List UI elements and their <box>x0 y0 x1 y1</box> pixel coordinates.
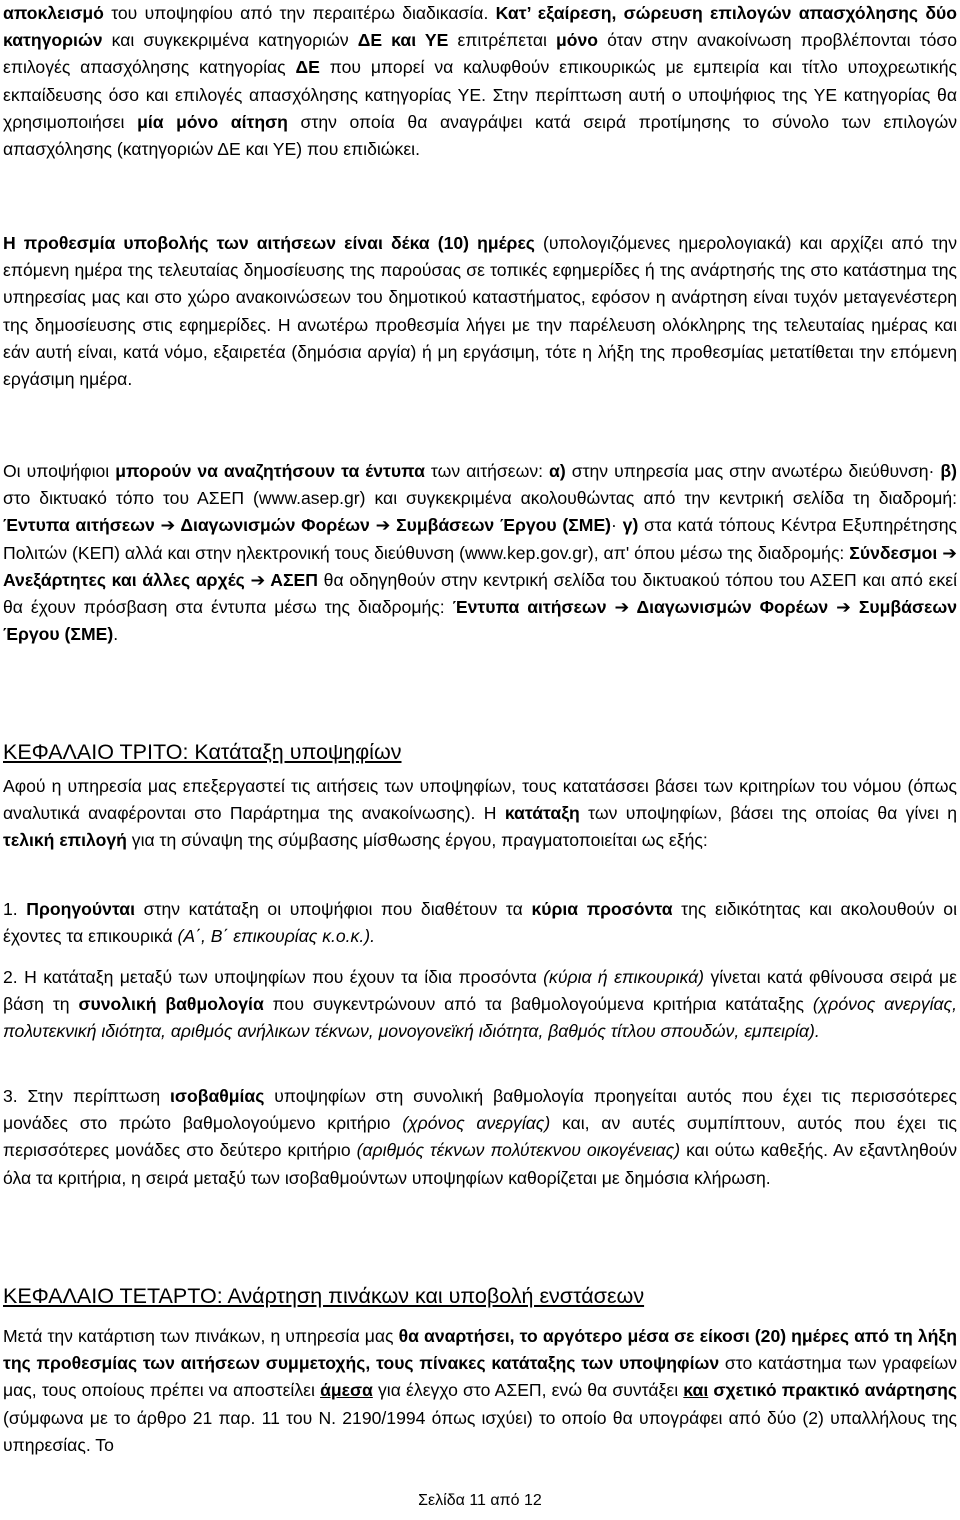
text-run: Κατ’ εξαίρεση, σώρευση επιλογών απασχόλησης δύο κατηγοριών <box>3 3 957 51</box>
paragraph-application-forms <box>3 458 957 648</box>
text-run: και <box>683 1380 709 1401</box>
text-run: Οι υποψήφιοι <box>3 461 116 481</box>
text-run: μπορούν να αναζητήσουν τα έντυπα <box>115 461 425 481</box>
text-run: κατάταξη <box>504 803 580 824</box>
chapter-three-heading: ΚΕΦΑΛΑΙΟ ΤΡΙΤΟ: Κατάταξη υποψηφίων <box>3 740 402 764</box>
text-run: (κύρια ή επικουρικά) <box>543 967 705 987</box>
text-run: (αριθμός τέκνων πολύτεκνου οικογένειας) <box>356 1140 681 1161</box>
text-run: Η προθεσμία υποβολής των αιτήσεων είναι δέκα (10) ημέρες <box>3 233 535 253</box>
text-run: συνολική βαθμολογία <box>78 994 264 1015</box>
text-run: όταν στην ανακοίνωση προβλέπονται τόσο επιλογές απασχόλησης κατηγορίας <box>3 30 957 78</box>
text-run: ισοβαθμίας <box>170 1086 265 1106</box>
chapter-four-heading: ΚΕΦΑΛΑΙΟ ΤΕΤΑΡΤΟ: Ανάρτηση πινάκων και υποβολή ενστάσεων <box>3 1284 645 1308</box>
text-run: για έλεγχο στο ΑΣΕΠ, ενώ θα συντάξει <box>372 1380 684 1401</box>
text-run: β) <box>940 461 957 481</box>
text-run: για τη σύναψη της σύμβασης μίσθωσης έργου, πραγματοποιείται ως εξής: <box>126 830 708 851</box>
paragraph-candidacy-restriction <box>3 0 957 163</box>
text-run: σχετικό πρακτικό ανάρτησης <box>713 1380 957 1401</box>
text-run: κύρια προσόντα <box>531 899 673 919</box>
text-run: · <box>611 515 623 536</box>
text-run: και, αν αυτές συμπίπτουν, αυτός που έχει τις περισσότερες μονάδες στο δεύτερο κριτήριο <box>3 1113 957 1161</box>
text-run: που συγκεντρώνουν από τα βαθμολογούμενα κριτήρια κατάταξης <box>263 994 813 1015</box>
text-run: άμεσα <box>320 1380 373 1401</box>
text-run: του υποψηφίου από την περαιτέρω διαδικασία. <box>103 3 496 23</box>
paragraph-tables-posting <box>3 1323 957 1459</box>
text-run: (χρόνος ανεργίας, πολυτεκνική ιδιότητα, αριθμός ανήλικων τέκνων, μονογονεϊκή ιδιότητα, βαθμός τίτλου σπουδών, εμπειρία). <box>3 994 957 1042</box>
paragraph-ranking-intro <box>3 773 957 855</box>
text-run: Προηγούνται <box>26 899 136 919</box>
text-run: Έντυπα αιτήσεων ➔ Διαγωνισμών Φορέων ➔ Συμβάσεων Έργου (ΣΜΕ) <box>3 515 612 536</box>
text-run: στην κατάταξη οι υποψήφιοι που διαθέτουν τα <box>135 899 532 919</box>
text-run: 2. Η κατάταξη μεταξύ των υποψηφίων που έχουν τα ίδια προσόντα <box>3 967 544 987</box>
text-run: των υποψηφίων, βάσει της οποίας θα γίνει η <box>579 803 957 824</box>
paragraph-ranking-rule-1 <box>3 896 957 950</box>
text-run: (Α΄, Β΄ επικουρίας κ.ο.κ.). <box>177 926 375 947</box>
text-run: στο δικτυακό τόπο του ΑΣΕΠ (www.asep.gr) και συγκεκριμένα ακολουθώντας από την κεντρική σελίδα τη διαδρομή: <box>3 488 957 509</box>
text-run: Σύνδεσμοι ➔ Ανεξάρτητες και άλλες αρχές ➔ ΑΣΕΠ <box>3 542 957 590</box>
text-run: 3. Στην περίπτωση <box>3 1086 171 1106</box>
text-run: υποψηφίων στη συνολική βαθμολογία προηγείται αυτός που έχει τις περισσότερες μονάδες στο πρώτο βαθμολογούμενο κριτήριο <box>3 1086 957 1134</box>
text-run: ΔΕ <box>295 57 320 78</box>
text-run: στην οποία θα αναγράψει κατά σειρά προτίμησης το σύνολο των επιλογών απασχόλησης (κατηγοριών ΔΕ και ΥΕ) που επιδιώκει. <box>3 111 957 160</box>
text-run: στα κατά τόπους Κέντρα Εξυπηρέτησης Πολιτών (ΚΕΠ) αλλά και στην ηλεκτρονική τους διεύθυνση (www.kep.gov.gr), απ' όπου μέσω της διαδρομής: <box>3 515 958 563</box>
text-run: επιτρέπεται <box>448 30 556 51</box>
paragraph-ranking-rule-3 <box>3 1083 957 1192</box>
text-run: θα οδηγηθούν στην κεντρική σελίδα του δικτυακού τόπου του ΑΣΕΠ και από εκεί θα έχουν πρόσβαση στα έντυπα μέσω της διαδρομής: <box>3 569 957 618</box>
text-run: α) <box>549 461 566 481</box>
paragraph-submission-deadline <box>3 230 957 393</box>
text-run: θα αναρτήσει, το αργότερο μέσα σε είκοσι (20) ημέρες από τη λήξη της προθεσμίας των αιτήσεων συμμετοχής, τους πίνακες κατάταξης των υποψηφίων <box>3 1326 957 1374</box>
text-run: που μπορεί να καλυφθούν επικουρικώς με εμπειρία και τίτλο υποχρεωτικής εκπαίδευσης όσο και επιλογές απασχόλησης κατηγορίας ΥΕ. Στην περίπτωση αυτή ο υποψήφιος της ΥΕ κατηγορίας θα χρησιμοποιήσει <box>3 57 957 132</box>
text-run: (σύμφωνα με το άρθρο 21 παρ. 11 του Ν. 2190/1994 όπως ισχύει) το οποίο θα υπογράφει από δύο (2) υπαλλήλους της υπηρεσίας. Το <box>3 1407 957 1455</box>
text-run: (υπολογιζόμενες ημερολογιακά) και αρχίζει από την επόμενη ημέρα της τελευταίας δημοσίευσης της παρούσας σε τοπικές εφημερίδες ή της ανάρτησής της στο κατάστημα της υπηρεσίας μας και στο χώρο ανακοινώσεων του δημοτικού καταστήματος, εφόσον η ανάρτηση είναι τυχόν μεταγενέστερη της δημοσίευσης στις εφημερίδες. Η ανωτέρω προθεσμία λήγει με την παρέλευση ολόκληρης της τελευταίας ημέρας και εάν αυτή είναι, κατά νόμο, εξαιρετέα (δημόσια αργία) ή μη εργάσιμη, τότε η λήξη της προθεσμίας μετατίθεται την επόμενη εργάσιμη ημέρα. <box>3 233 957 390</box>
text-run: μόνο <box>556 30 599 51</box>
text-run: Μετά την κατάρτιση των πινάκων, η υπηρεσία μας <box>3 1326 399 1346</box>
text-run: (χρόνος ανεργίας) <box>402 1113 551 1134</box>
text-run: της ειδικότητας και ακολουθούν οι έχοντες τα επικουρικά <box>3 899 958 947</box>
text-run: . <box>113 624 119 645</box>
text-run: ΔΕ και ΥΕ <box>357 30 449 51</box>
text-run: στην υπηρεσία μας στην ανωτέρω διεύθυνση· <box>565 461 941 481</box>
text-run: 1. <box>3 899 27 919</box>
text-run: γίνεται κατά φθίνουσα σειρά με βάση τη <box>3 967 957 1015</box>
text-run: και ούτω καθεξής. Αν εξαντληθούν όλα τα κριτήρια, η σειρά μεταξύ των ισοβαθμούντων υποψηφίων καθορίζεται με δημόσια κλήρωση. <box>3 1140 957 1188</box>
text-run: αποκλεισμό <box>3 3 104 23</box>
text-run: μία μόνο αίτηση <box>137 111 288 132</box>
page-number: Σελίδα 11 από 12 <box>418 1492 542 1509</box>
text-run: Έντυπα αιτήσεων ➔ Διαγωνισμών Φορέων ➔ Συμβάσεων Έργου (ΣΜΕ) <box>3 597 957 645</box>
text-run: γ) <box>622 515 639 536</box>
text-run: των αιτήσεων: <box>424 461 550 481</box>
text-run: στο κατάστημα των γραφείων μας, τους οποίους πρέπει να αποστείλει <box>3 1353 958 1401</box>
paragraph-ranking-rule-2 <box>3 964 957 1046</box>
text-run: τελική επιλογή <box>3 830 127 851</box>
text-run: Αφού η υπηρεσία μας επεξεργαστεί τις αιτήσεις των υποψηφίων, τους κατατάσσει βάσει των κριτηρίων του νόμου (όπως αναλυτικά αναφέρονται στο Παράρτημα της ανακοίνωσης). Η <box>3 776 957 824</box>
text-run: και συγκεκριμένα κατηγοριών <box>102 30 358 51</box>
